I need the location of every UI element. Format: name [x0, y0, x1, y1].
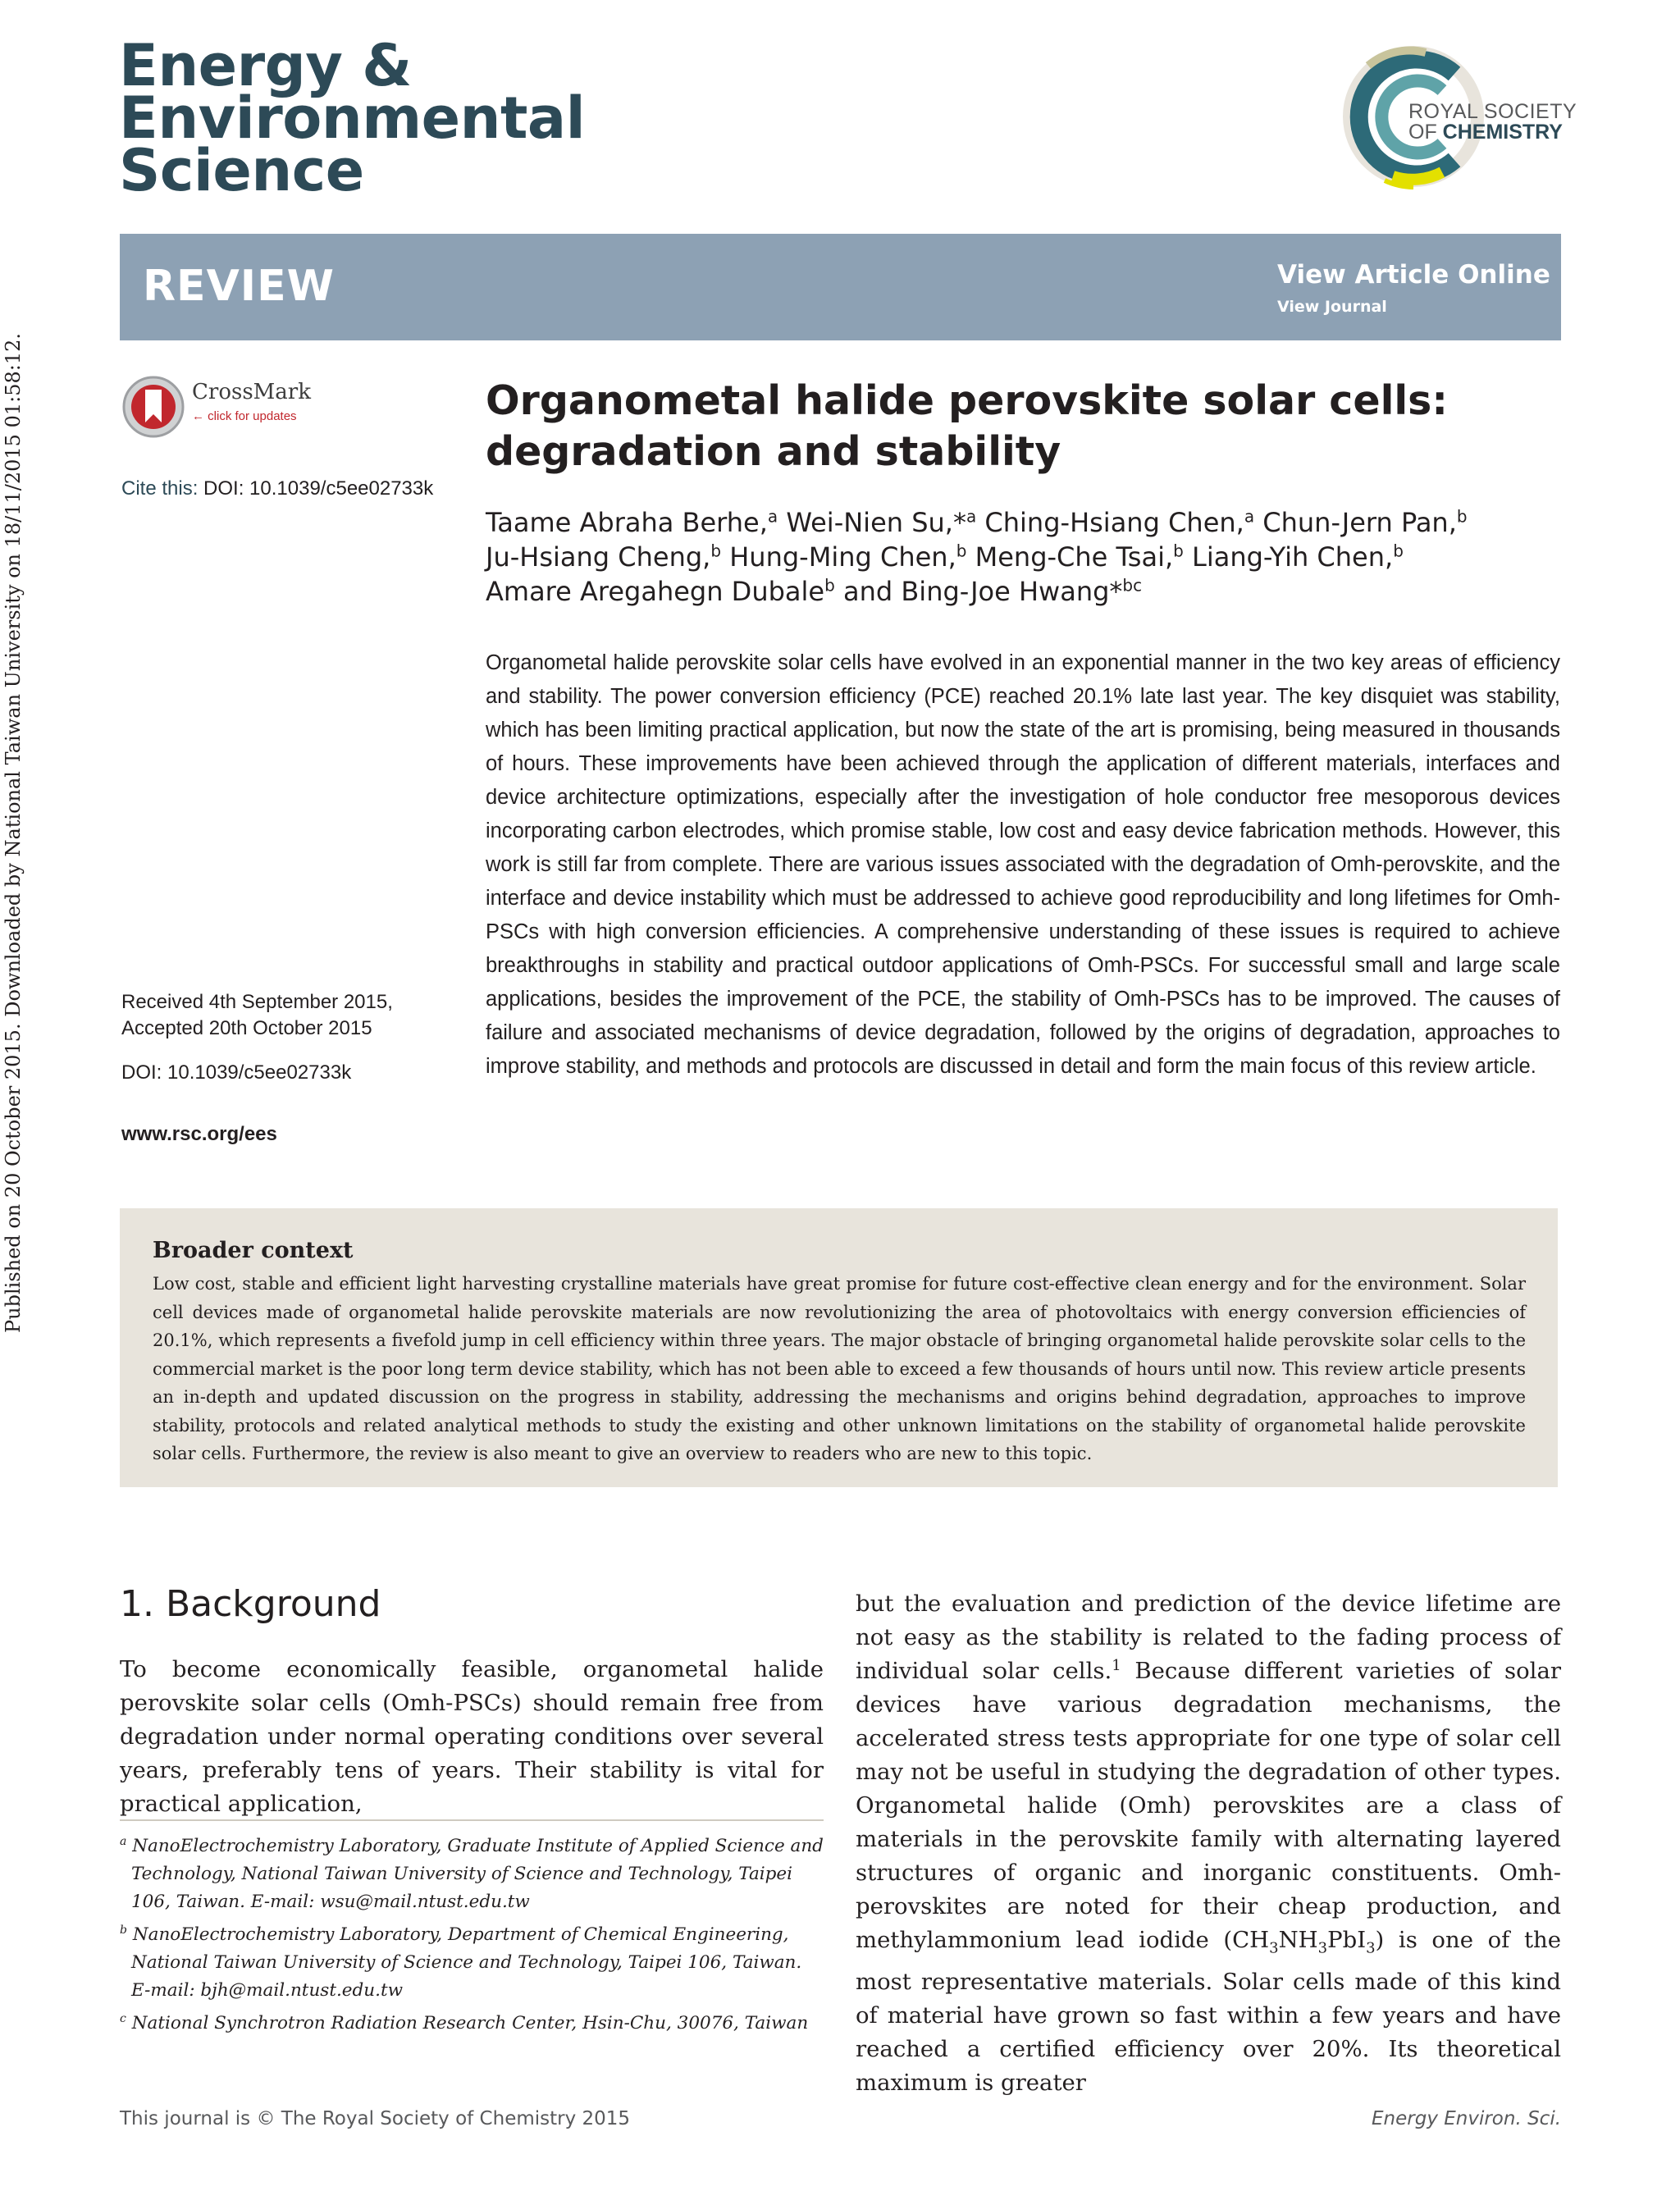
author-affiliation: bc	[1122, 575, 1143, 596]
section-heading: 1. Background	[120, 1583, 381, 1625]
footnote-mark: a	[120, 1835, 127, 1848]
body-text-column-1: To become economically feasible, organometal halide perovskite solar cells (Omh-PSCs) should remain free from degradation under normal operating conditions over several years, preferably tens of years. Their stability is vital for practical application,	[120, 1656, 824, 1817]
journal-title-line: Science	[119, 137, 364, 204]
rsc-line1: ROYAL SOCIETY	[1408, 100, 1577, 123]
article-type-label: REVIEW	[143, 262, 336, 311]
subscript: 3	[1317, 1939, 1328, 1957]
author-affiliation: b	[1393, 541, 1404, 561]
cite-label: Cite this:	[121, 477, 199, 500]
footer-copyright: This journal is © The Royal Society of Chemistry 2015	[120, 2108, 631, 2129]
footnote-text: National Synchrotron Radiation Research Center, Hsin-Chu, 30076, Taiwan	[131, 2013, 809, 2034]
author-affiliation: a	[966, 506, 977, 527]
author-affiliation: b	[824, 575, 835, 596]
author-line	[486, 574, 1568, 609]
author-affiliation: b	[1173, 541, 1184, 561]
affiliation-footnotes	[120, 1828, 824, 2038]
received-date: Received 4th September 2015,	[121, 991, 393, 1013]
abstract: Organometal halide perovskite solar cells have evolved in an exponential manner in the two key areas of efficiency and stability. The power conversion efficiency (PCE) reached 20.1% late last year. The key disquiet was stability, which has been limiting practical application, but now the state of the art is promising, being measured in thousands of hours. These improvements have been achieved through the application of different materials, interfaces and device architecture optimizations, especially after the investigation of hole conductor free mesoporous devices incorporating carbon electrodes, which promise stable, low cost and easy device fabrication methods. However, this work is still far from complete. There are various issues associated with the degradation of Omh-perovskite, and the interface and device instability which must be addressed to achieve good reproducibility and long lifetimes for Omh-PSCs with high conversion efficiencies. A comprehensive understanding of these issues is required to achieve breakthroughs in stability and practical outdoor applications of Omh-PSCs. For successful small and large scale applications, besides the improvement of the PCE, the stability of Omh-PSCs has to be improved. The causes of failure and associated mechanisms of device degradation, followed by the origins of degradation, approaches to improve stability, and methods and protocols are discussed in detail and form the main focus of this review article.	[486, 651, 1560, 1078]
received-dates	[121, 989, 393, 1042]
author-line	[486, 505, 1568, 540]
journal-website-link[interactable]: www.rsc.org/ees	[121, 1123, 277, 1145]
crossmark-badge[interactable]	[121, 375, 311, 449]
view-article-online-link[interactable]: View Article Online	[1277, 260, 1550, 290]
author-name: Meng-Che Tsai,	[966, 541, 1174, 573]
rsc-of: OF	[1408, 121, 1437, 144]
journal-title-line: Environmental	[119, 84, 586, 152]
footer-journal-abbrev: Energy Environ. Sci.	[1372, 2108, 1562, 2129]
broader-context-body: Low cost, stable and efficient light harvesting crystalline materials have great promise for future cost-effective clean energy and for the environment. Solar cell devices made of organometal halide perovskite materials are now revolutionizing the area of photovoltaics with energy conversion efficiencies of 20.1%, which represents a fivefold jump in cell efficiency within three years. The major obstacle of bringing organometal halide perovskite solar cells to the commercial market is the poor long term device stability, which has not been able to exceed a few thousands of hours until now. This review article presents an in-depth and updated discussion on the progress in stability, addressing the mechanisms and origins behind degradation, approaches to improve stability, protocols and related analytical methods to study the existing and other unknown limitations on the stability of organometal halide perovskite solar cells. Furthermore, the review is also meant to give an overview to readers who are new to this topic.	[153, 1274, 1526, 1463]
rsc-chemistry: CHEMISTRY	[1442, 121, 1563, 144]
author-affiliation: b	[1456, 506, 1468, 527]
author-affiliation: a	[1244, 506, 1255, 527]
author-name: Ching-Hsiang Chen,	[976, 507, 1244, 538]
article-title	[486, 376, 1568, 477]
reference-marker[interactable]: 1	[1112, 1656, 1121, 1674]
crossmark-subtitle: ← click for updates	[192, 409, 297, 423]
journal-title-line: Energy &	[119, 32, 412, 99]
publication-side-text: Published on 20 October 2015. Downloaded by National Taiwan University on 18/11/2015 01:58:12.	[2, 333, 25, 1333]
crossmark-icon	[121, 375, 185, 439]
author-name: Hung-Ming Chen,	[721, 541, 956, 573]
author-name: Taame Abraha Berhe,	[486, 507, 768, 538]
footnote-mark: c	[120, 2012, 126, 2026]
author-line	[486, 540, 1568, 574]
author-name: Wei-Nien Su,*	[778, 507, 966, 538]
author-affiliation: b	[710, 541, 722, 561]
author-list	[486, 505, 1568, 609]
body-text-span: PbI	[1327, 1927, 1367, 1953]
author-name: Ju-Hsiang Cheng,	[486, 541, 711, 573]
author-affiliation: b	[956, 541, 967, 561]
article-title-line: Organometal halide perovskite solar cells:	[486, 377, 1448, 424]
review-banner	[120, 234, 1561, 340]
body-text-column-2	[856, 1587, 1561, 2100]
cite-doi: DOI: 10.1039/c5ee02733k	[203, 477, 434, 500]
author-name: Amare Aregahegn Dubale	[486, 576, 825, 607]
doi: DOI: 10.1039/c5ee02733k	[121, 1061, 352, 1084]
crossmark-subtitle-text: click for updates	[208, 409, 297, 423]
cite-this	[121, 476, 433, 502]
author-affiliation: a	[767, 506, 778, 527]
footnote-divider	[120, 1819, 824, 1821]
footnote-mark: b	[120, 1924, 127, 1938]
broader-context-heading: Broader context	[153, 1238, 354, 1263]
footnote-text: NanoElectrochemistry Laboratory, Graduate Institute of Applied Science and Technology, National Taiwan University of Science and Technology, Taipei 106, Taiwan. E-mail: wsu@mail.ntust.edu.tw	[131, 1836, 824, 1913]
broader-context-box	[120, 1208, 1558, 1487]
author-name: Chun-Jern Pan,	[1254, 507, 1457, 538]
view-journal-link[interactable]: View Journal	[1277, 298, 1387, 316]
journal-title	[119, 32, 586, 204]
footnote	[120, 1916, 824, 2005]
crossmark-name: CrossMark	[192, 380, 311, 404]
author-name: and Bing-Joe Hwang*	[834, 576, 1123, 607]
body-text-span: NH	[1278, 1927, 1318, 1953]
rsc-line2	[1408, 122, 1577, 143]
body-text-span: ) is one of the most representative materials. Solar cells made of this kind of material have grown so fast within a few years and have reached a certified efficiency over 20%. Its theoretical maximum is greater	[856, 1927, 1561, 2096]
footnote	[120, 1828, 824, 1916]
subscript: 3	[1366, 1939, 1376, 1957]
rsc-wordmark	[1408, 102, 1577, 143]
article-title-line: degradation and stability	[486, 428, 1061, 475]
footnote-text: NanoElectrochemistry Laboratory, Department of Chemical Engineering, National Taiwan University of Science and Technology, Taipei 106, Taiwan. E-mail: bjh@mail.ntust.edu.tw	[131, 1924, 802, 2001]
body-text-span: but the evaluation and prediction of the device lifetime are not easy as the stability is related to the fading process of individual solar cells.	[856, 1591, 1561, 1684]
accepted-date: Accepted 20th October 2015	[121, 1017, 372, 1039]
subscript: 3	[1269, 1939, 1279, 1957]
footnote	[120, 2005, 824, 2038]
author-name: Liang-Yih Chen,	[1183, 541, 1394, 573]
body-text-span: Because different varieties of solar devices have various degradation mechanisms, the accelerated stress tests appropriate for one type of solar cell may not be useful in studying the degradation of other types. Organometal halide (Omh) perovskites are a class of materials in the perovskite family with alternating layered structures of organic and inorganic constituents. Omh-perovskites are noted for their cheap production, and methylammonium lead iodide (CH	[856, 1658, 1561, 1953]
